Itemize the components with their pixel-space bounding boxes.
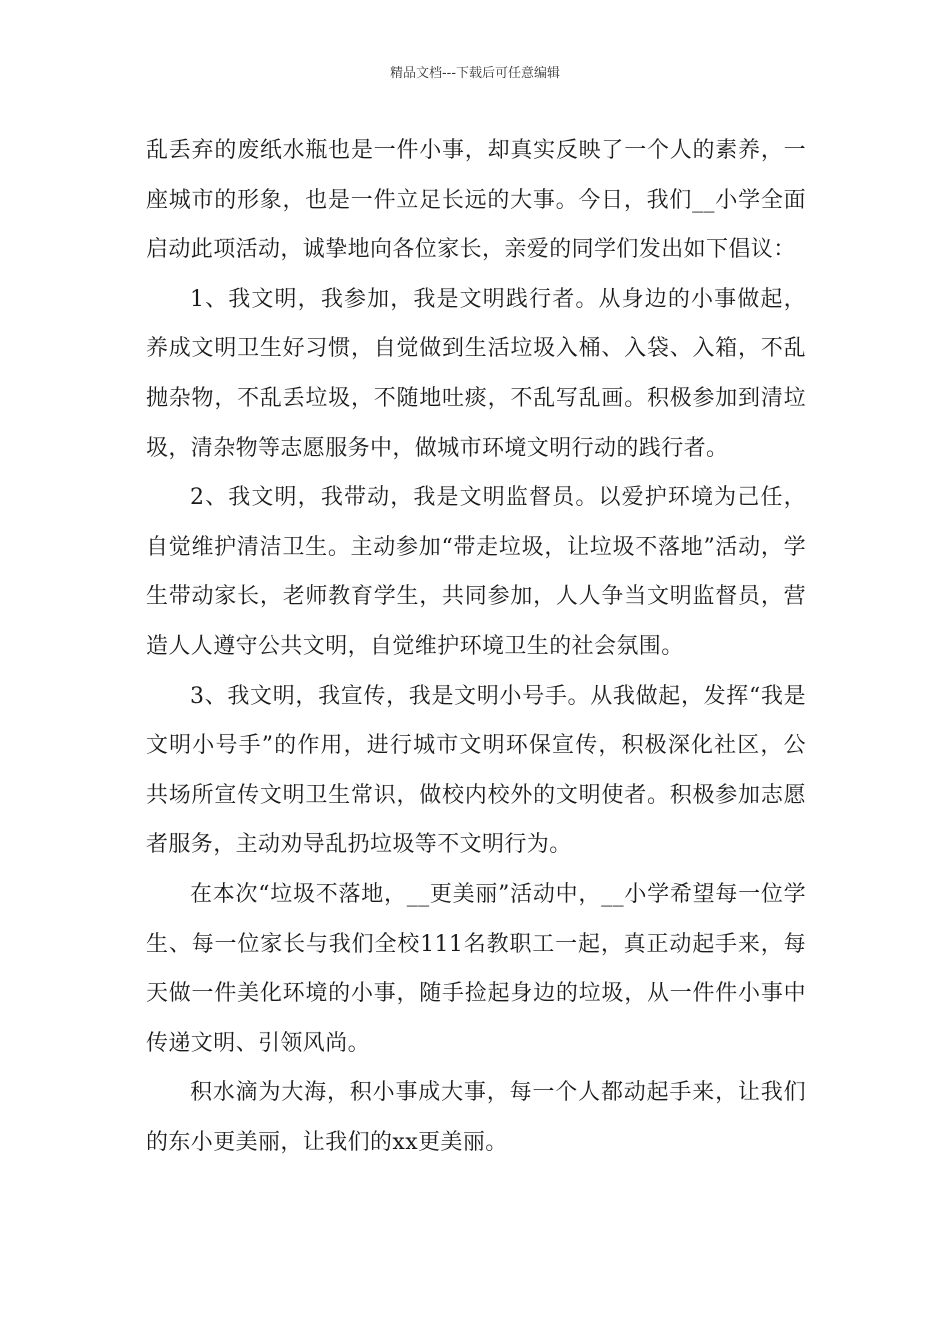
paragraph-item-1: 1、我文明，我参加，我是文明践行者。从身边的小事做起，养成文明卫生好习惯，自觉做到生活垃圾入桶、入袋、入箱，不乱抛杂物，不乱丢垃圾，不随地吐痰，不乱写乱画。积极参加到清垃圾，清杂物等志愿服务中，做城市环境文明行动的践行者。 [146,286,806,461]
page-header: 精品文档---下载后可任意编辑 [389,66,561,81]
paragraph-activity: 在本次“垃圾不落地，__更美丽”活动中，__小学希望每一位学生、每一位家长与我们全校111名教职工一起，真正动起手来，每天做一件美化环境的小事，随手捡起身边的垃圾，从一件件小事中传递文明、引领风尚。 [146,881,806,1056]
paragraph-item-2: 2、我文明，我带动，我是文明监督员。以爱护环境为己任，自觉维护清洁卫生。主动参加“带走垃圾，让垃圾不落地”活动，学生带动家长，老师教育学生，共同参加，人人争当文明监督员，营造人人遵守公共文明，自觉维护环境卫生的社会氛围。 [146,485,806,659]
paragraph-intro: 乱丢弃的废纸水瓶也是一件小事，却真实反映了一个人的素养，一座城市的形象，也是一件立足长远的大事。今日，我们__小学全面启动此项活动，诚挚地向各位家长，亲爱的同学们发出如下倡议： [146,138,806,263]
paragraph-closing: 积水滴为大海，积小事成大事，每一个人都动起手来，让我们的东小更美丽，让我们的xx更美丽。 [146,1080,806,1155]
document-body [146,126,806,1167]
paragraph-item-3: 3、我文明，我宣传，我是文明小号手。从我做起，发挥“我是文明小号手”的作用，进行城市文明环保宣传，积极深化社区，公共场所宣传文明卫生常识，做校内校外的文明使者。积极参加志愿者服务，主动劝导乱扔垃圾等不文明行为。 [146,683,806,858]
